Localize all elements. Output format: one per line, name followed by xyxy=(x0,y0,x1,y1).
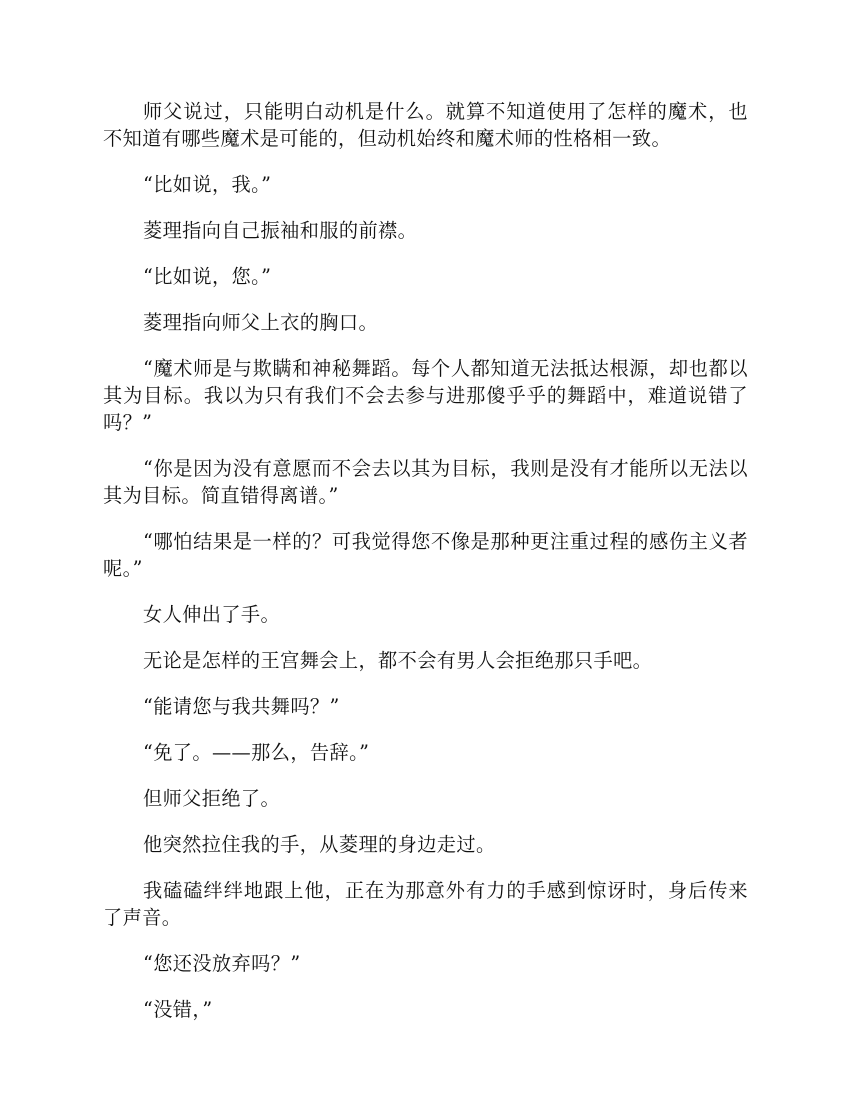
paragraph: 但师父拒绝了。 xyxy=(143,787,281,810)
document-body xyxy=(103,98,748,1042)
paragraph: “没错，” xyxy=(143,998,213,1021)
paragraph: “免了。——那么，告辞。” xyxy=(143,741,370,764)
paragraph: 他突然拉住我的手，从菱理的身边走过。 xyxy=(143,833,496,856)
paragraph: 女人伸出了手。 xyxy=(143,603,281,626)
paragraph: “魔术师是与欺瞒和神秘舞蹈。每个人都知道无法抵达根源，却也都以其为目标。我以为只有我们不会去参与进那傻乎乎的舞蹈中，难道说错了吗？” xyxy=(103,357,748,434)
paragraph: “哪怕结果是一样的？可我觉得您不像是那种更注重过程的感伤主义者呢。” xyxy=(103,530,748,580)
paragraph: “比如说，您。” xyxy=(143,265,272,288)
paragraph: 菱理指向自己振袖和服的前襟。 xyxy=(143,219,418,242)
paragraph: “您还没放弃吗？” xyxy=(143,952,301,975)
paragraph: “你是因为没有意愿而不会去以其为目标，我则是没有才能所以无法以其为目标。简直错得离谱。” xyxy=(103,457,748,507)
paragraph: 师父说过，只能明白动机是什么。就算不知道使用了怎样的魔术，也不知道有哪些魔术是可能的，但动机始终和魔术师的性格相一致。 xyxy=(103,100,748,150)
paragraph: 无论是怎样的王宫舞会上，都不会有男人会拒绝那只手吧。 xyxy=(143,649,653,672)
paragraph: 我磕磕绊绊地跟上他，正在为那意外有力的手感到惊讶时，身后传来了声音。 xyxy=(103,879,748,929)
paragraph: 菱理指向师父上衣的胸口。 xyxy=(143,311,379,334)
paragraph: “能请您与我共舞吗？” xyxy=(143,695,340,718)
paragraph: “比如说，我。” xyxy=(143,173,272,196)
